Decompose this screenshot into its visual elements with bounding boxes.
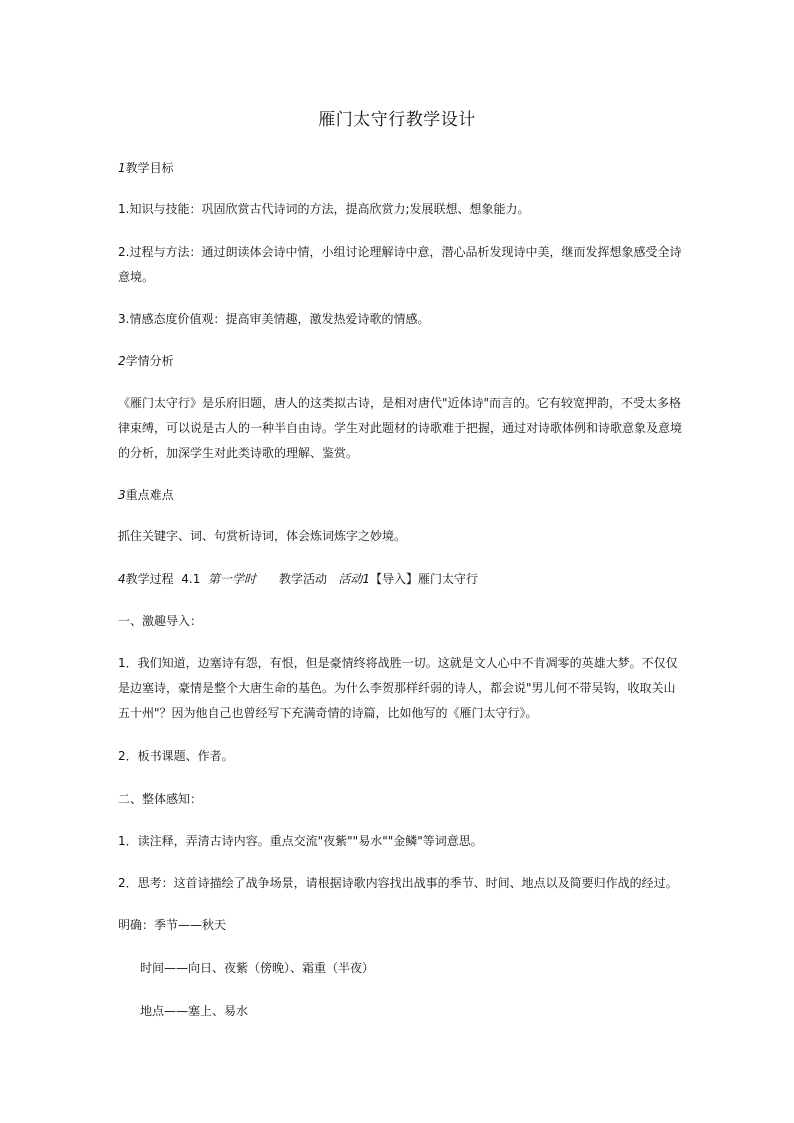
analysis-paragraph: 《雁门太守行》是乐府旧题，唐人的这类拟古诗，是相对唐代"近体诗"而言的。它有较宽押韵，不受太多格律束缚，可以说是古人的一种半自由诗。学生对此题材的诗歌难于把握，通过对诗歌体例和诗歌意象及意境的分析，加深学生对此类诗歌的理解、鉴赏。 bbox=[118, 396, 683, 460]
part2-heading: 二、整体感知： bbox=[118, 792, 203, 806]
goal-knowledge: 1.知识与技能：巩固欣赏古代诗词的方法，提高欣赏力;发展联想、想象能力。 bbox=[118, 202, 530, 216]
answer-time: 时间——向日、夜紫（傍晚）、霜重（半夜） bbox=[140, 961, 375, 975]
goal-emotion: 3.情感态度价值观：提高审美情趣，激发热爱诗歌的情感。 bbox=[118, 312, 430, 326]
key-points-text: 抓住关键字、词、句赏析诗词，体会炼词炼字之妙境。 bbox=[118, 529, 407, 543]
section-heading-text: 教学目标 bbox=[125, 161, 174, 175]
answer-season: 明确：季节——秋天 bbox=[118, 918, 227, 932]
process-label: 教学过程 bbox=[125, 572, 174, 586]
section-number: 2 bbox=[118, 354, 126, 368]
activity-tag: 【导入】雁门太守行 bbox=[370, 572, 479, 586]
goal-process: 2.过程与方法：通过朗读体会诗中情，小组讨论理解诗中意，潜心品析发现诗中美，继而发挥想象感受全诗意境。 bbox=[118, 245, 682, 284]
section-number: 1 bbox=[118, 161, 126, 175]
section-heading-key-points bbox=[118, 483, 688, 508]
part2-paragraph-2: 2．思考：这首诗描绘了战争场景，请根据诗歌内容找出战事的季节、时间、地点以及简要归作战的经过。 bbox=[118, 876, 678, 890]
section-heading-text: 重点难点 bbox=[125, 488, 174, 502]
part1-paragraph-2: 2．板书课题、作者。 bbox=[118, 749, 234, 763]
section-heading-text: 学情分析 bbox=[125, 354, 174, 368]
section-number: 4 bbox=[118, 572, 126, 586]
document-title: 雁门太守行教学设计 bbox=[318, 110, 476, 130]
section-heading-goals bbox=[118, 156, 688, 181]
process-heading bbox=[118, 567, 688, 592]
activity-label: 教学活动 bbox=[278, 572, 327, 586]
part1-paragraph-1: 1．我们知道，边塞诗有怨，有恨，但是豪情终将战胜一切。这就是文人心中不肯凋零的英雄大梦。不仅仅是边塞诗，豪情是整个大唐生命的基色。为什么李贺那样纤弱的诗人，都会说"男儿何不带吴钩，收取关山五十州"？因为他自己也曾经写下充满奇情的诗篇，比如他写的《雁门太守行》。 bbox=[118, 656, 678, 720]
answer-place: 地点——塞上、易水 bbox=[140, 1004, 249, 1018]
process-sub-number: 4.1 bbox=[181, 572, 201, 586]
section-number: 3 bbox=[118, 488, 126, 502]
activity-number: 活动1 bbox=[338, 572, 371, 586]
part1-heading: 一、激趣导入： bbox=[118, 614, 203, 628]
process-period: 第一学时 bbox=[208, 572, 257, 586]
section-heading-analysis bbox=[118, 349, 688, 374]
part2-paragraph-1: 1．读注释，弄清古诗内容。重点交流"夜紫""易水""金鳞"等词意思。 bbox=[118, 834, 483, 848]
